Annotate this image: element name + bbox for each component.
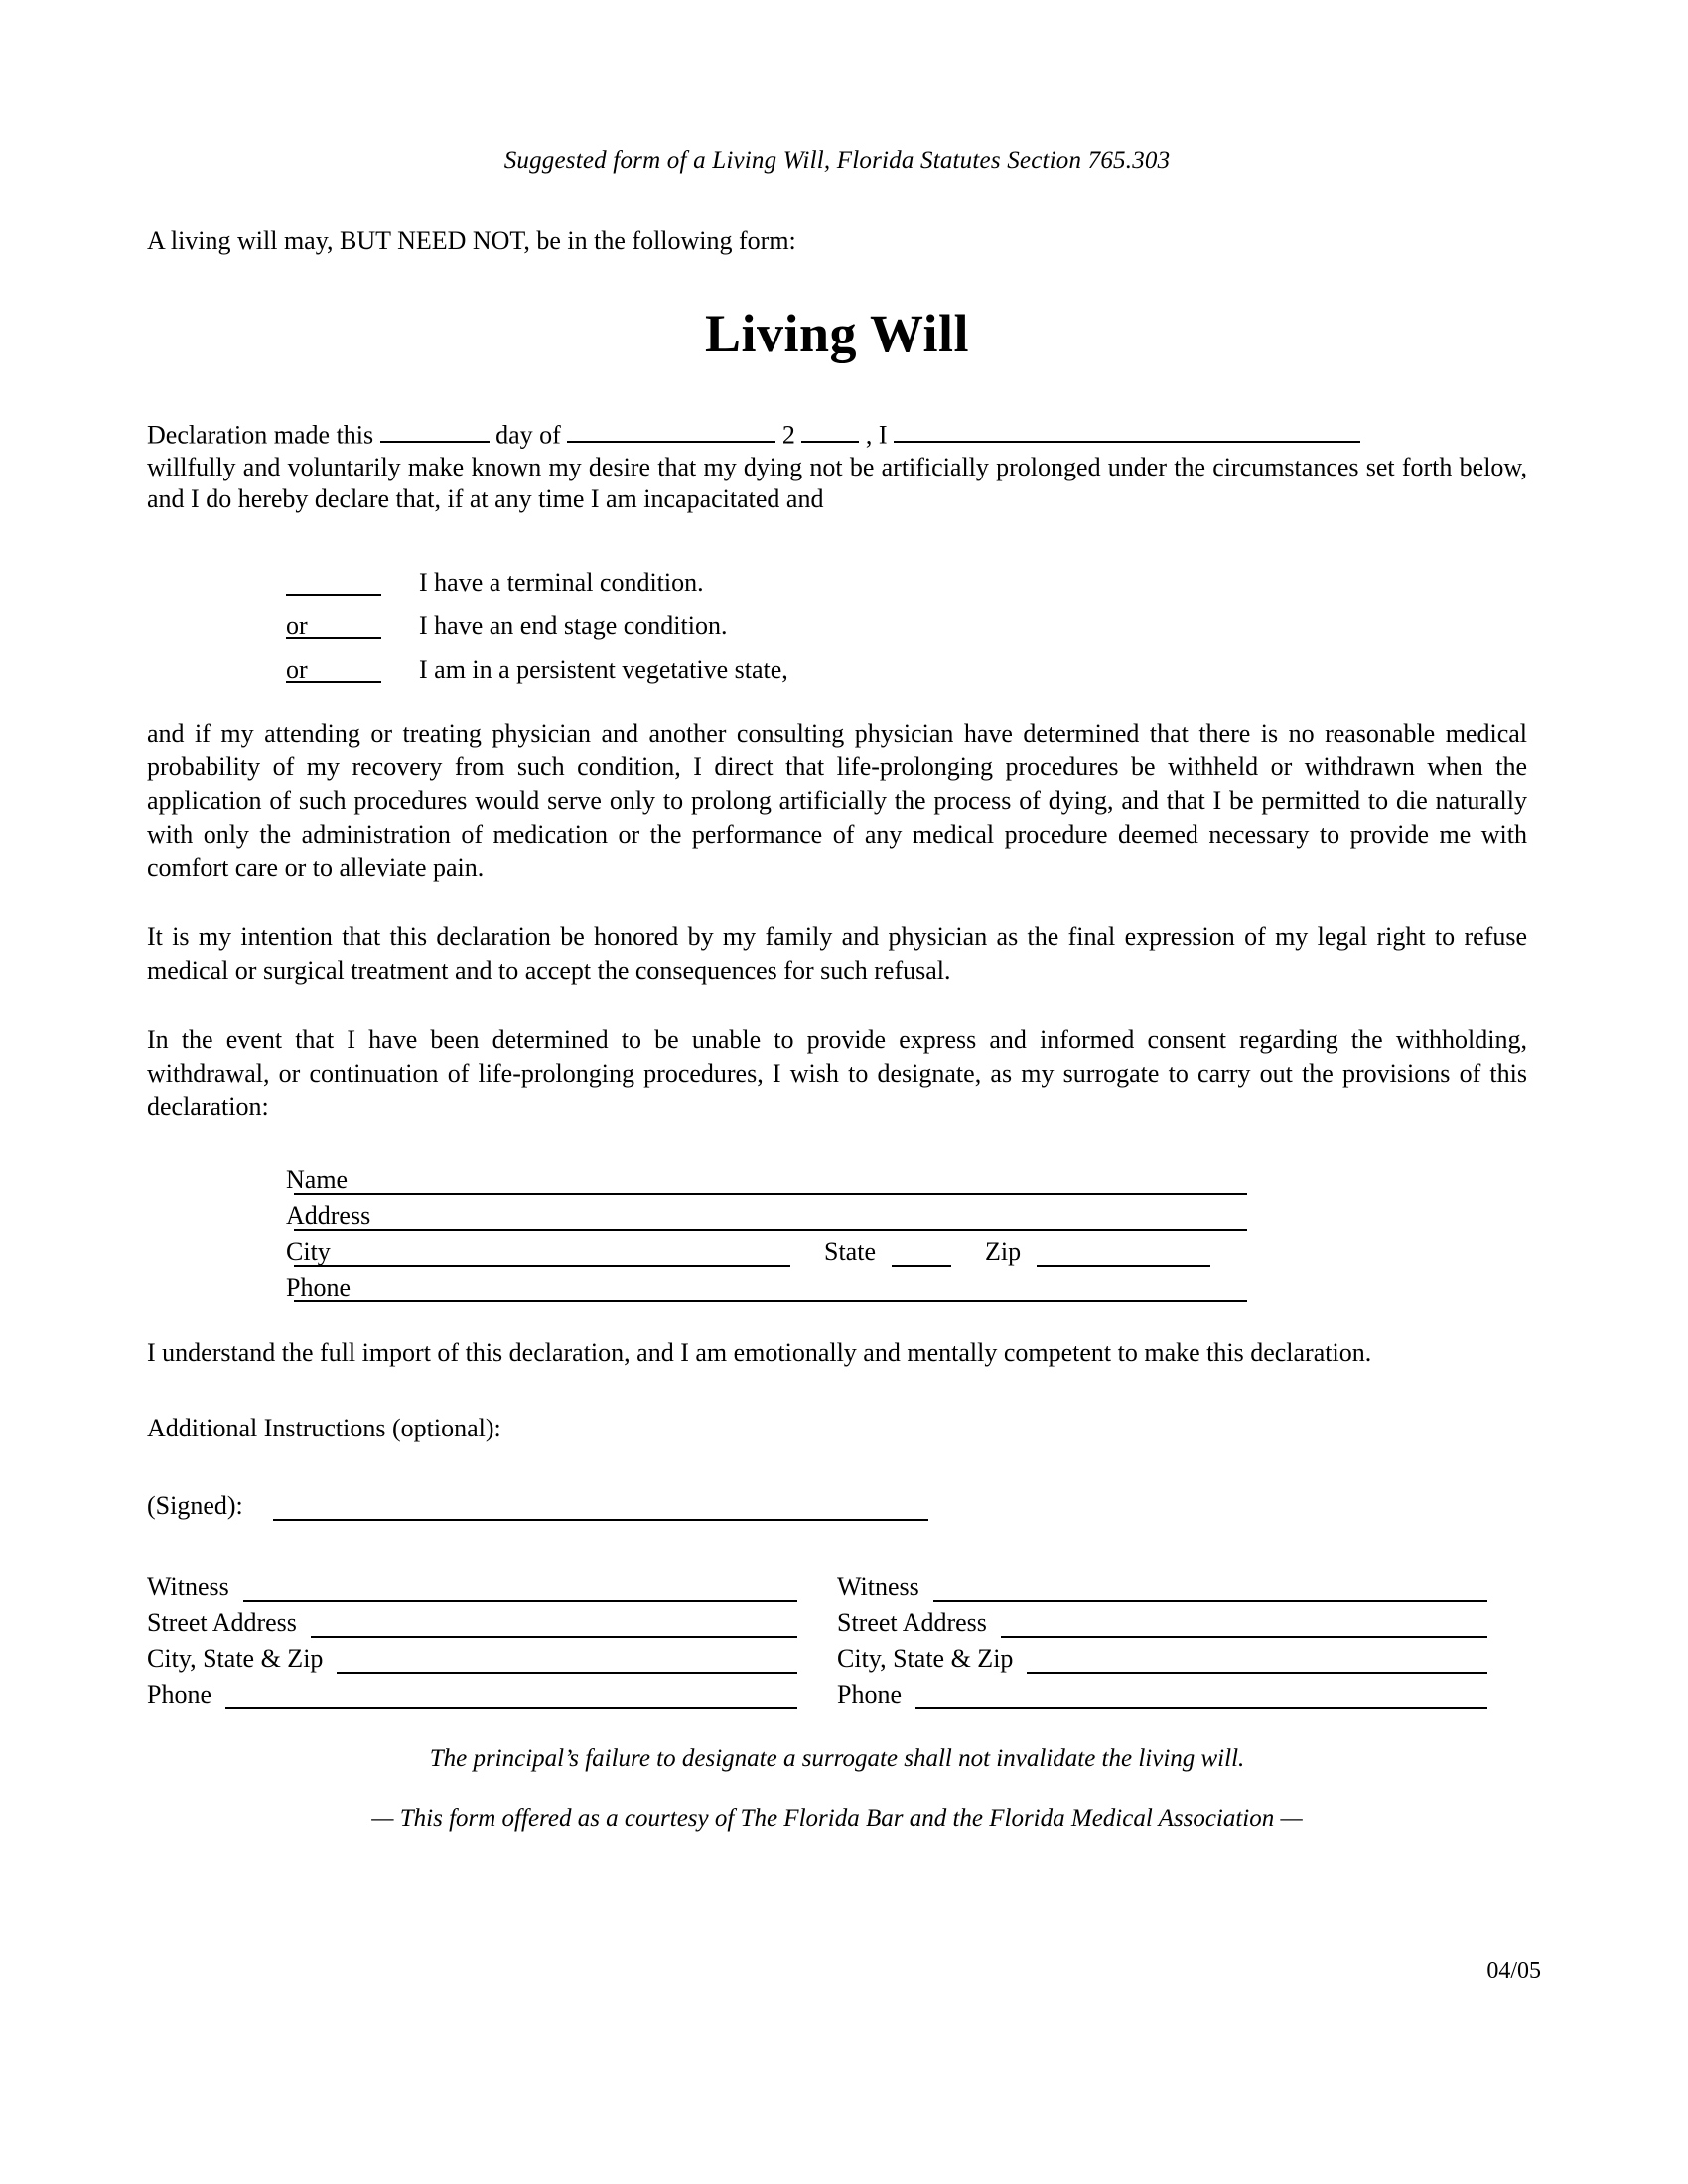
month-blank[interactable] [567, 414, 775, 443]
witness-column-1 [147, 1567, 837, 1709]
witness2-name-row [837, 1567, 1527, 1602]
day-blank[interactable] [380, 414, 490, 443]
declarant-name-blank[interactable] [894, 414, 1360, 443]
witness-block [147, 1567, 1527, 1709]
witness2-citystatezip-label: City, State & Zip [837, 1643, 1014, 1673]
witness1-phone-input[interactable] [225, 1681, 797, 1709]
condition-checkbox-blank[interactable] [286, 568, 381, 596]
surrogate-name-row [147, 1160, 1527, 1195]
surrogate-state-input[interactable] [892, 1238, 951, 1267]
witness2-street-row [837, 1602, 1527, 1638]
additional-instructions-label: Additional Instructions (optional): [147, 1413, 501, 1442]
witness2-citystatezip-input[interactable] [1027, 1645, 1487, 1674]
witness1-name-label: Witness [147, 1571, 229, 1601]
signature-input[interactable] [273, 1491, 928, 1521]
paragraph-surrogate-designation: In the event that I have been determined to be unable to provide express and informed consent regarding the withholding, withdrawal, or continuation of life-prolonging procedures, I wish to designate, as my surrogate to carry out the provisions of this declaration: [147, 1024, 1527, 1122]
condition-or-label: or [286, 655, 308, 685]
declaration-body: willfully and voluntarily make known my desire that my dying not be artificially prolonged under the circumstances set forth below, and I do hereby declare that, if at any time I am incapacitated and [147, 452, 1527, 514]
condition-text: I have an end stage condition. [419, 612, 728, 641]
witness2-citystatezip-row [837, 1638, 1527, 1674]
surrogate-fields [147, 1160, 1527, 1302]
surrogate-zip-input[interactable] [1037, 1238, 1210, 1267]
surrogate-phone-label: Phone [286, 1273, 351, 1302]
statute-reference: Suggested form of a Living Will, Florida Statutes Section 765.303 [503, 147, 1171, 174]
surrogate-address-label: Address [286, 1201, 371, 1231]
surrogate-state-label: State [824, 1237, 876, 1267]
witness1-street-input[interactable] [311, 1609, 797, 1638]
condition-text: I have a terminal condition. [419, 568, 704, 598]
condition-checkbox-blank[interactable] [286, 655, 381, 683]
signed-label: (Signed): [147, 1490, 243, 1520]
condition-row [147, 643, 1527, 683]
witness1-citystatezip-input[interactable] [337, 1645, 797, 1674]
surrogate-phone-row [147, 1267, 1527, 1302]
surrogate-name-input[interactable] [294, 1166, 1247, 1195]
page-title: Living Will [704, 303, 970, 363]
paragraph-intention: It is my intention that this declaration be honored by my family and physician as the final expression of my legal right to refuse medical or surgical treatment and to accept the consequences for such refusal. [147, 922, 1527, 985]
year-prefix: 2 [781, 419, 795, 449]
witness1-phone-row [147, 1674, 837, 1709]
conditions-list [147, 556, 1527, 683]
declaration-block [147, 414, 1527, 517]
surrogate-city-label: City [286, 1237, 331, 1267]
revision-date: 04/05 [1486, 1958, 1541, 1983]
courtesy-text: — This form offered as a courtesy of The Florida Bar and the Florida Medical Association — [371, 1804, 1303, 1832]
witness2-street-label: Street Address [837, 1607, 987, 1637]
surrogate-address-input[interactable] [294, 1202, 1247, 1231]
witness-column-2 [837, 1567, 1527, 1709]
day-of-label: day of [495, 419, 561, 449]
witness2-phone-row [837, 1674, 1527, 1709]
witness2-street-input[interactable] [1001, 1609, 1487, 1638]
declaration-prefix: Declaration made this [147, 419, 374, 449]
footnote-text: The principal’s failure to designate a surrogate shall not invalidate the living will. [429, 1744, 1245, 1772]
witness1-phone-label: Phone [147, 1679, 211, 1708]
surrogate-city-input[interactable] [294, 1238, 790, 1267]
witness1-name-row [147, 1567, 837, 1602]
witness2-phone-label: Phone [837, 1679, 902, 1708]
surrogate-zip-label: Zip [985, 1237, 1022, 1267]
witness1-citystatezip-label: City, State & Zip [147, 1643, 324, 1673]
intro-text: A living will may, BUT NEED NOT, be in the following form: [147, 226, 796, 255]
witness1-name-input[interactable] [243, 1573, 797, 1602]
witness2-phone-input[interactable] [915, 1681, 1487, 1709]
year-blank[interactable] [801, 414, 859, 443]
surrogate-phone-input[interactable] [294, 1274, 1247, 1302]
condition-text: I am in a persistent vegetative state, [419, 655, 788, 685]
condition-or-label: or [286, 612, 308, 641]
surrogate-address-row [147, 1195, 1527, 1231]
surrogate-name-label: Name [286, 1165, 349, 1195]
witness1-citystatezip-row [147, 1638, 837, 1674]
witness2-name-input[interactable] [933, 1573, 1487, 1602]
witness1-street-row [147, 1602, 837, 1638]
comma-i: , I [865, 419, 888, 449]
condition-checkbox-blank[interactable] [286, 612, 381, 639]
surrogate-city-row [147, 1231, 1527, 1267]
paragraph-understanding: I understand the full import of this declaration, and I am emotionally and mentally competent to make this declaration. [147, 1338, 1372, 1368]
signature-row [147, 1491, 1527, 1521]
witness1-street-label: Street Address [147, 1607, 297, 1637]
condition-row [147, 600, 1527, 639]
paragraph-physician-determination: and if my attending or treating physician and another consulting physician have determined that there is no reasonable medical probability of my recovery from such condition, I direct that life-prolonging procedures be withheld or withdrawn when the application of such procedures would serve only to prolong artificially the process of dying, and that I be permitted to die naturally with only the administration of medication or the performance of any medical procedure deemed necessary to provide me with comfort care or to alleviate pain. [147, 719, 1527, 883]
condition-row [147, 556, 1527, 596]
witness2-name-label: Witness [837, 1571, 919, 1601]
document-content [147, 0, 1527, 1833]
